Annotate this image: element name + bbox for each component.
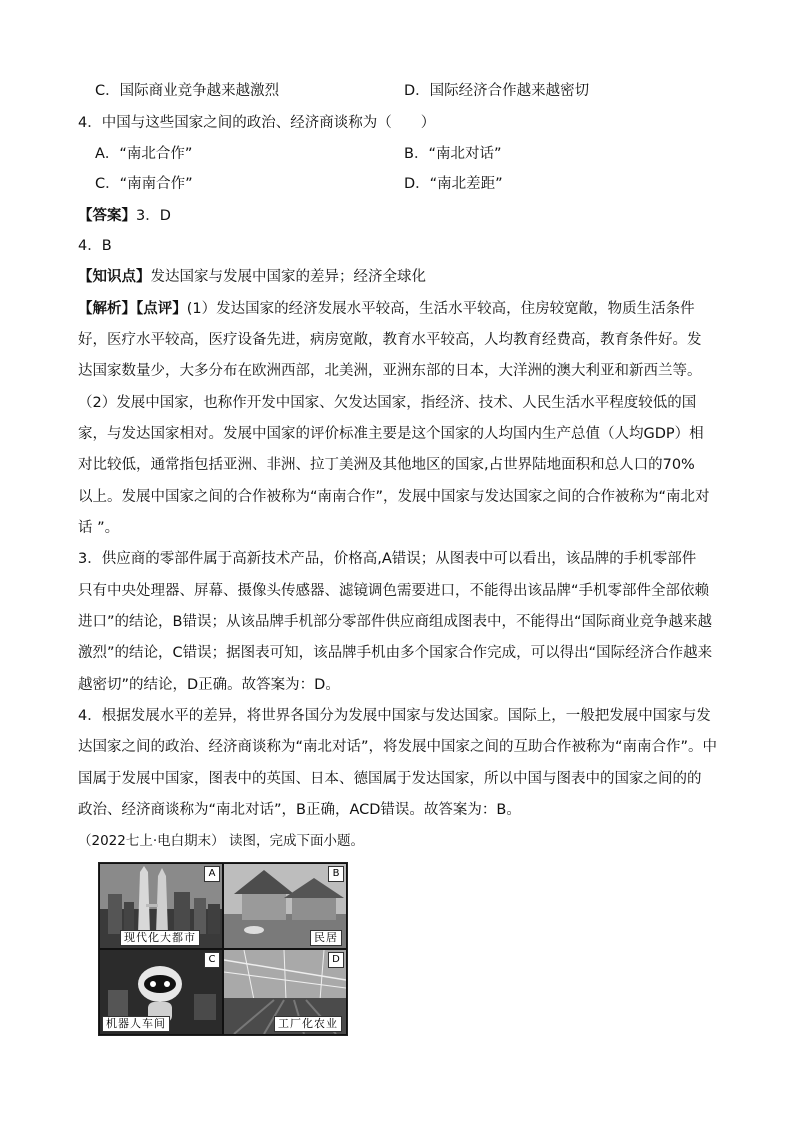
answer-tag: 【答案】 [78,208,136,224]
solution-4-line-1: 4．根据发展水平的差异，将世界各国分为发展中国家与发达国家。国际上，一般把发展中国家与发 [78,708,711,724]
answer-3: 3．D [136,208,171,224]
analysis-tag: 【解析】【点评】 [78,301,187,317]
photo-b-letter: B [328,866,344,882]
solution-3-line-2: 只有中央处理器、屏幕、摄像头传感器、滤镜调色需要进口，不能得出该品牌“手机零部件全部依赖 [78,583,710,599]
option-a: A．“南北合作” [95,146,193,162]
solution-4-line-2: 达国家之间的政治、经济商谈称为“南北对话”，将发展中国家之间的互助合作被称为“南南合作”。中 [78,739,718,755]
solution-4-line-4: 政治、经济商谈称为“南北对话”，B正确，ACD错误。故答案为：B。 [78,802,521,818]
knowledge-text: 发达国家与发展中国家的差异；经济全球化 [150,269,426,285]
option-c: C．国际商业竞争越来越激烈 [95,83,280,99]
figure-photo-grid [98,862,348,1036]
analysis-line-6: 对比较低，通常指包括亚洲、非洲、拉丁美洲及其他地区的国家,占世界陆地面积和总人口的70% [78,457,695,473]
photo-factory-farming [224,950,346,1034]
photo-d-caption: 工厂化农业 [274,1016,342,1032]
knowledge-point [78,267,426,287]
solution-3-line-5: 越密切”的结论，D正确。故答案为：D。 [78,677,340,693]
option-b: B．“南北对话” [404,146,502,162]
solution-3-line-3: 进口”的结论，B错误；从该品牌手机部分零部件供应商组成图表中，不能得出“国际商业竞争越来越 [78,614,712,630]
solution-3-line-4: 激烈”的结论，C错误；据图表可知，该品牌手机由多个国家合作完成，可以得出“国际经济合作越来 [78,645,713,661]
analysis-line-2: 好，医疗水平较高，医疗设备先进，病房宽敞，教育水平较高，人均教育经费高，教育条件好。发 [78,332,702,348]
option-d: D．国际经济合作越来越密切 [404,83,590,99]
photo-modern-city [100,864,222,948]
photo-b-caption: 民居 [310,930,342,946]
analysis-line-8: 话 ”。 [78,520,120,536]
option-d: D．“南北差距” [404,176,503,192]
analysis-line-1 [78,299,695,319]
analysis-text: (1）发达国家的经济发展水平较高，生活水平较高，住房较宽敞，物质生活条件 [186,301,695,317]
photo-c-caption: 机器人车间 [102,1016,170,1032]
option-c: C．“南南合作” [95,176,193,192]
photo-robot-workshop [100,950,222,1034]
analysis-line-5: 家，与发达国家相对。发展中国家的评价标准主要是这个国家的人均国内生产总值（人均GDP）相 [78,426,704,442]
photo-a-caption: 现代化大都市 [120,930,200,946]
question-4: 4．中国与这些国家之间的政治、经济商谈称为（ ） [78,115,436,131]
answer-4: 4．B [78,238,112,254]
photo-d-letter: D [328,952,344,968]
photo-dwelling [224,864,346,948]
analysis-line-3: 达国家数量少，大多分布在欧洲西部，北美洲，亚洲东部的日本，大洋洲的澳大利亚和新西兰等。 [78,363,702,379]
photo-a-letter: A [204,866,220,882]
answer-line-3 [78,206,171,226]
source-line: （2022七上·电白期末） 读图，完成下面小题。 [78,833,364,849]
solution-4-line-3: 国属于发展中国家，图表中的英国、日本、德国属于发达国家，所以中国与图表中的国家之间的的 [78,771,702,787]
analysis-line-4: （2）发展中国家，也称作开发中国家、欠发达国家，指经济、技术、人民生活水平程度较低的国 [78,395,697,411]
knowledge-tag: 【知识点】 [78,269,151,285]
analysis-line-7: 以上。发展中国家之间的合作被称为“南南合作”，发展中国家与发达国家之间的合作被称为“南北对 [78,489,710,505]
photo-c-letter: C [204,952,220,968]
solution-3-line-1: 3．供应商的零部件属于高新技术产品，价格高,A错误；从图表中可以看出，该品牌的手机零部件 [78,551,697,567]
